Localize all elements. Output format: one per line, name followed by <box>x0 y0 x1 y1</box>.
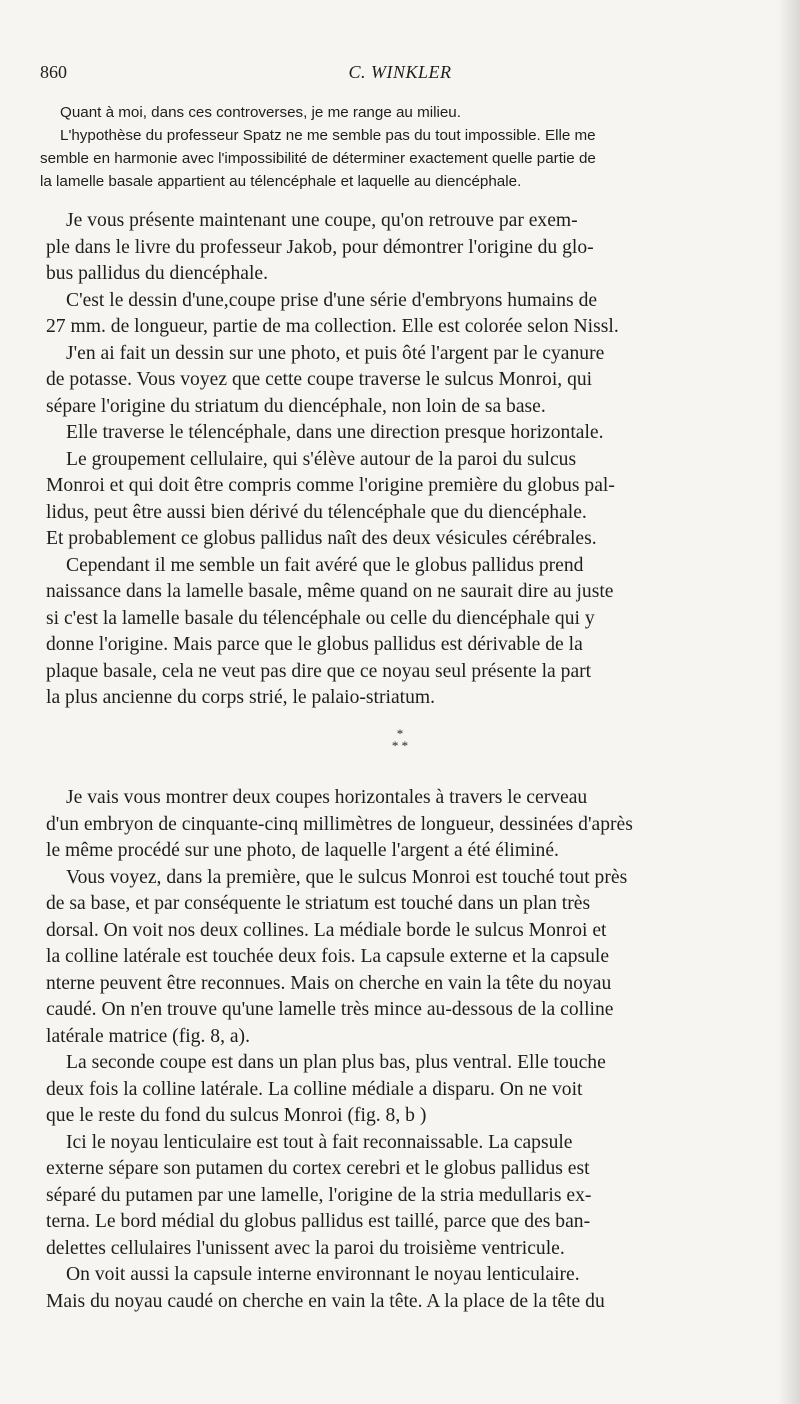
text-line: d'un embryon de cinquante-cinq millimètres de longueur, dessinées d'après <box>46 813 633 835</box>
text-line: deux fois la colline latérale. La colline médiale a disparu. On ne voit <box>46 1078 583 1100</box>
separator-star-top: * <box>396 726 404 741</box>
text-line: caudé. On n'en trouve qu'une lamelle très mince au-dessous de la colline <box>46 999 614 1020</box>
text-line: On voit aussi la capsule interne environnant le noyau lenticulaire. <box>66 1264 580 1285</box>
text-line: de potasse. Vous voyez que cette coupe traverse le sulcus Monroi, qui <box>46 369 593 390</box>
separator-star-bottom: * * <box>391 738 409 753</box>
text-line: sépare l'origine du striatum du diencéphale, non loin de sa base. <box>46 395 546 417</box>
text-line: plaque basale, cela ne veut pas dire que ce noyau seul présente la part <box>46 660 592 682</box>
text-line: Elle traverse le télencéphale, dans une direction presque horizontale. <box>66 422 604 443</box>
text-line: que le reste du fond du sulcus Monroi (fig. 8, b ) <box>46 1105 427 1126</box>
text-line: Monroi et qui doit être compris comme l'origine première du globus pal- <box>46 475 615 496</box>
text-line: la plus ancienne du corps strié, le palaio-striatum. <box>46 687 436 708</box>
section-separator <box>0 728 800 756</box>
text-line: si c'est la lamelle basale du télencéphale ou celle du diencéphale qui y <box>46 607 595 629</box>
small-print-paragraph <box>40 101 754 193</box>
text-line: La seconde coupe est dans un plan plus bas, plus ventral. Elle touche <box>66 1052 606 1073</box>
text-line: de sa base, et par conséquente le striatum est touché dans un plan très <box>46 893 591 914</box>
text-line: J'en ai fait un dessin sur une photo, et puis ôté l'argent par le cyanure <box>66 342 605 364</box>
page-header <box>40 62 760 86</box>
text-line: la lamelle basale appartient au télencéphale et laquelle au diencéphale. <box>40 173 522 190</box>
text-line: ple dans le livre du professeur Jakob, pour démontrer l'origine du glo- <box>46 236 594 258</box>
text-line: Je vous présente maintenant une coupe, qu'on retrouve par exem- <box>66 210 578 231</box>
main-text-section-two <box>46 785 760 1315</box>
page-number: 860 <box>40 62 67 82</box>
text-line: latérale matrice (fig. 8, a). <box>46 1025 250 1047</box>
text-line: Vous voyez, dans la première, que le sulcus Monroi est touché tout près <box>66 866 628 888</box>
text-line: bus pallidus du diencéphale. <box>46 263 269 284</box>
text-line: delettes cellulaires l'unissent avec la paroi du troisième ventricule. <box>46 1237 565 1259</box>
page-edge-shadow <box>778 0 800 1404</box>
text-line: nterne peuvent être reconnues. Mais on cherche en vain la tête du noyau <box>46 972 612 994</box>
text-line: séparé du putamen par une lamelle, l'origine de la stria medullaris ex- <box>46 1184 592 1206</box>
text-line: Mais du noyau caudé on cherche en vain la tête. A la place de la tête du <box>46 1290 605 1312</box>
text-line: externe sépare son putamen du cortex cerebri et le globus pallidus est <box>46 1158 590 1179</box>
text-line: Et probablement ce globus pallidus naît des deux vésicules cérébrales. <box>46 528 597 549</box>
text-line: L'hypothèse du professeur Spatz ne me semble pas du tout impossible. Elle me <box>60 127 596 144</box>
text-line: la colline latérale est touchée deux fois. La capsule externe et la capsule <box>46 946 610 967</box>
running-head: C. WINKLER <box>348 62 452 82</box>
text-line: donne l'origine. Mais parce que le globus pallidus est dérivable de la <box>46 634 583 655</box>
text-line: semble en harmonie avec l'impossibilité de déterminer exactement quelle partie de <box>40 150 596 167</box>
text-line: Je vais vous montrer deux coupes horizontales à travers le cerveau <box>66 787 588 808</box>
main-text-section-one <box>46 208 760 712</box>
text-line: 27 mm. de longueur, partie de ma collection. Elle est colorée selon Nissl. <box>46 316 619 337</box>
text-line: le même procédé sur une photo, de laquelle l'argent a été éliminé. <box>46 840 559 861</box>
text-line: lidus, peut être aussi bien dérivé du télencéphale que du diencéphale. <box>46 501 587 523</box>
text-line: naissance dans la lamelle basale, même quand on ne saurait dire au juste <box>46 581 614 602</box>
text-line: dorsal. On voit nos deux collines. La médiale borde le sulcus Monroi et <box>46 919 607 941</box>
text-line: Quant à moi, dans ces controverses, je me range au milieu. <box>60 104 461 121</box>
text-line: Cependant il me semble un fait avéré que le globus pallidus prend <box>66 554 584 576</box>
text-line: terna. Le bord médial du globus pallidus est taillé, parce que des ban- <box>46 1211 591 1232</box>
text-line: C'est le dessin d'une,coupe prise d'une série d'embryons humains de <box>66 289 598 311</box>
text-line: Le groupement cellulaire, qui s'élève autour de la paroi du sulcus <box>66 448 577 470</box>
text-line: Ici le noyau lenticulaire est tout à fait reconnaissable. La capsule <box>66 1131 573 1153</box>
